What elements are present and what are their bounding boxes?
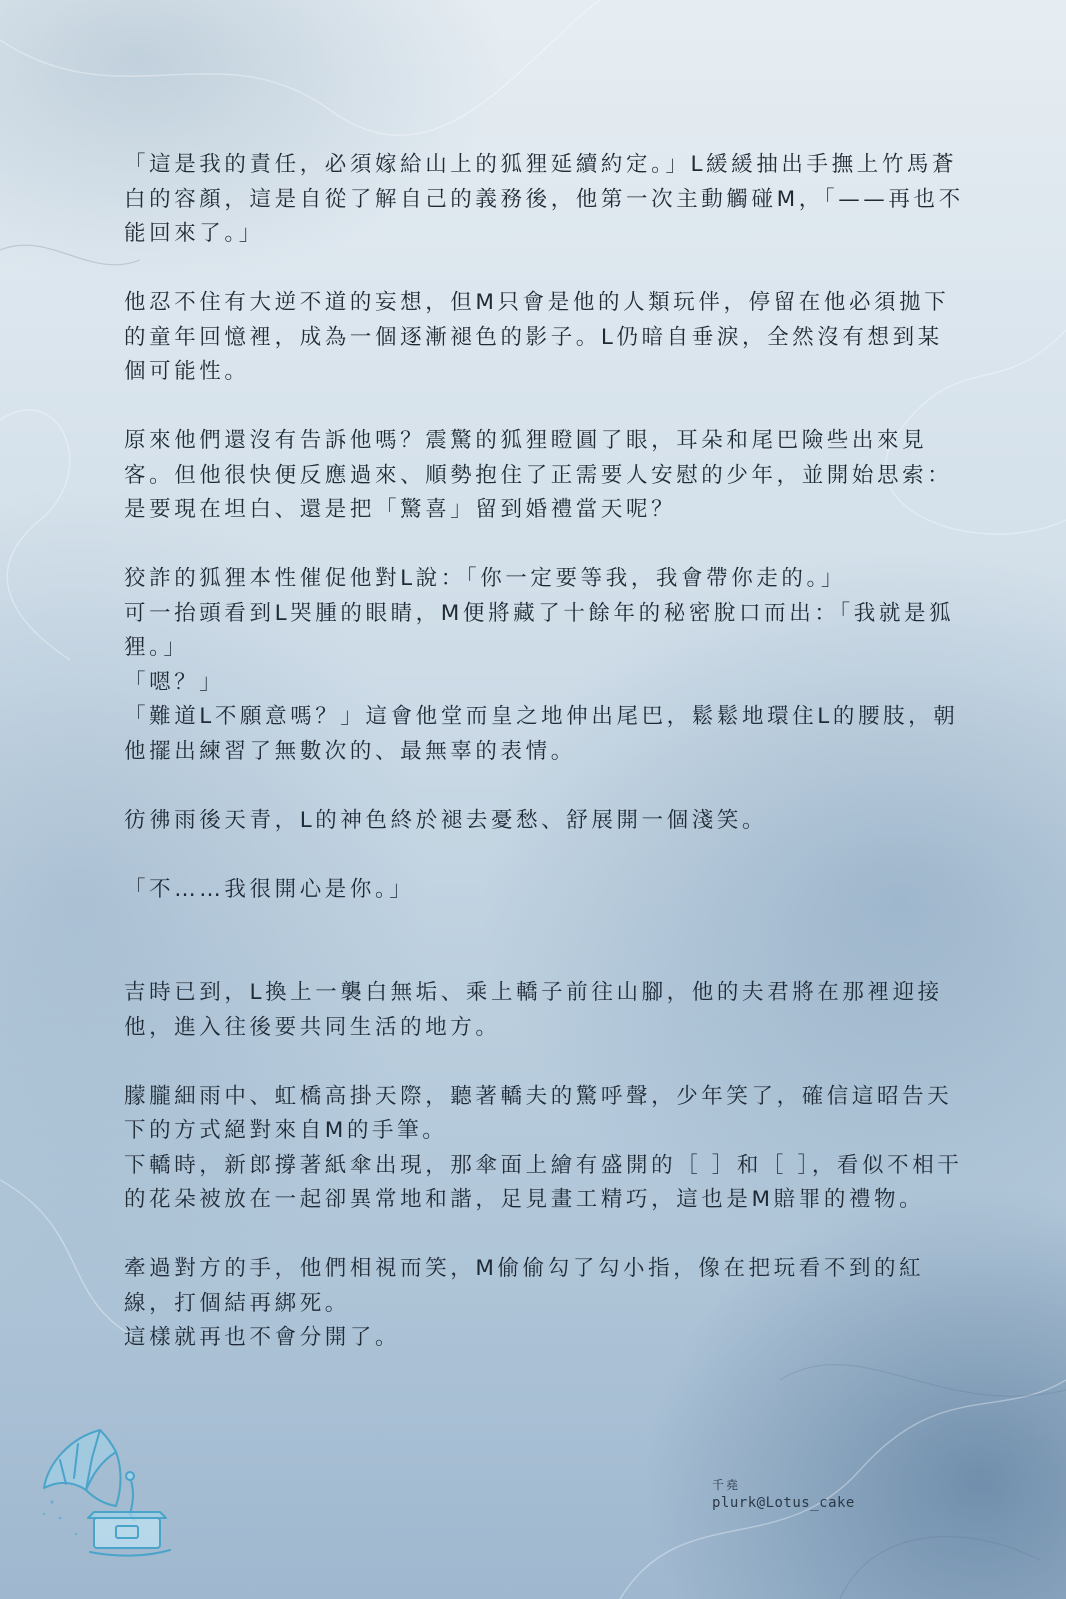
story-paragraph: 彷彿雨後天青，L的神色終於褪去憂愁、舒展開一個淺笑。 — [124, 807, 768, 833]
story-paragraph: 吉時已到，L換上一襲白無垢、乘上轎子前往山腳，他的夫君將在那裡迎接他，進入往後要共同生活的地方。 — [124, 980, 943, 1040]
story-paragraph: 朦朧細雨中、虹橋高掛天際，聽著轎夫的驚呼聲，少年笑了，確信這昭告天下的方式絕對來自M的手筆。 — [124, 1083, 953, 1143]
gramophone-icon — [30, 1418, 180, 1568]
author-signature — [712, 1476, 855, 1511]
author-handle: plurk@Lotus_cake — [712, 1495, 855, 1511]
story-paragraph: 「難道L不願意嗎？」這會他堂而皇之地伸出尾巴，鬆鬆地環住L的腰肢，朝他擺出練習了無數次的、最無辜的表情。 — [124, 704, 959, 764]
story-paragraph: 可一抬頭看到L哭腫的眼睛，M便將藏了十餘年的秘密脫口而出：「我就是狐狸。」 — [124, 600, 955, 660]
story-paragraph: 牽過對方的手，他們相視而笑，M偷偷勾了勾小指，像在把玩看不到的紅線，打個結再綁死。 — [124, 1256, 925, 1316]
story-text — [124, 148, 964, 1356]
story-paragraph: 「嗯？」 — [124, 669, 225, 695]
story-paragraph: 狡詐的狐狸本性催促他對L說：「你一定要等我，我會帶你走的。」 — [124, 566, 846, 591]
story-paragraph: 「不……我很開心是你。」 — [124, 876, 415, 902]
story-paragraph: 原來他們還沒有告訴他嗎？震驚的狐狸瞪圓了眼，耳朵和尾巴險些出來見客。但他很快便反應過來、順勢抱住了正需要人安慰的少年，並開始思索：是要現在坦白、還是把「驚喜」留到婚禮當天呢？ — [124, 428, 953, 522]
story-paragraph: 他忍不住有大逆不道的妄想，但M只會是他的人類玩伴，停留在他必須拋下的童年回憶裡，成為一個逐漸褪色的影子。L仍暗自垂淚，全然沒有想到某個可能性。 — [124, 290, 950, 384]
story-paragraph: 這樣就再也不會分開了。 — [124, 1325, 401, 1350]
story-paragraph: 「這是我的責任，必須嫁給山上的狐狸延續約定。」L緩緩抽出手撫上竹馬蒼白的容顏，這是自從了解自己的義務後，他第一次主動觸碰M，「——再也不能回來了。」 — [124, 152, 964, 246]
author-pen-name: 千堯 — [712, 1478, 741, 1492]
story-paragraph: 下轎時，新郎撐著紙傘出現，那傘面上繪有盛開的［ ］和［ ］，看似不相干的花朵被放在一起卻異常地和諧，足見畫工精巧，這也是M賠罪的禮物。 — [124, 1152, 963, 1212]
